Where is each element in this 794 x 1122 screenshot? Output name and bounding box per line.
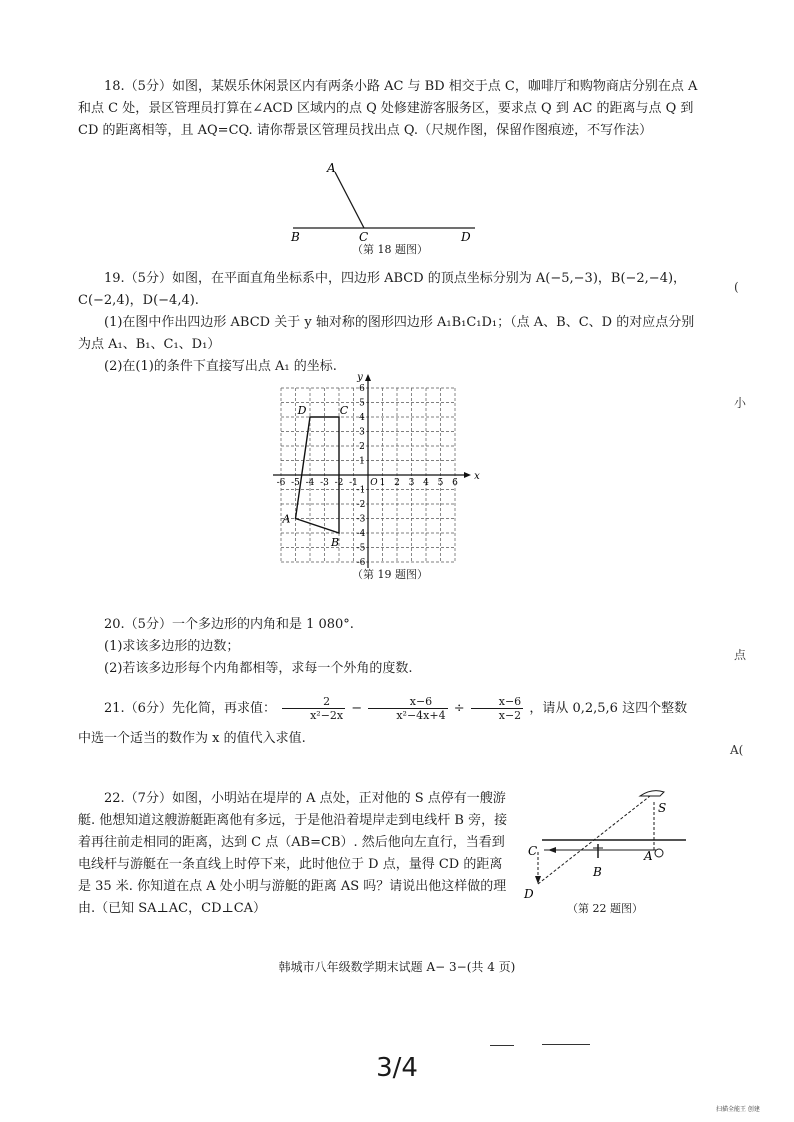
caption-19: （第 19 题图） bbox=[352, 568, 428, 581]
x-tick-label: 4 bbox=[423, 478, 429, 488]
y-tick-label: 4 bbox=[359, 413, 365, 423]
divider-long bbox=[542, 1044, 590, 1045]
vertex-label-b: B bbox=[330, 536, 340, 549]
question-19-part2: (2)在(1)的条件下直接写出点 A₁ 的坐标. bbox=[104, 359, 337, 374]
label-a22: A bbox=[644, 849, 653, 863]
y-tick-label: 5 bbox=[359, 398, 365, 409]
y-tick-label: 1 bbox=[359, 456, 365, 467]
question-18 bbox=[78, 76, 698, 142]
question-21-tail: ，请从 0,2,5,6 这四个整数中选一个适当的数作为 x 的值代入求值. bbox=[78, 701, 688, 746]
y-tick-label: -5 bbox=[356, 543, 366, 554]
y-tick-label: -4 bbox=[356, 529, 366, 539]
question-20 bbox=[78, 614, 698, 680]
coordinate-grid bbox=[270, 372, 490, 568]
x-tick-label: -2 bbox=[334, 478, 344, 488]
x-tick-label: 1 bbox=[379, 478, 386, 488]
question-20-intro: 20.（5分）一个多边形的内角和是 1 080°. bbox=[104, 617, 354, 632]
question-21-lead: 21.（6分）先化简，再求值： bbox=[104, 701, 276, 716]
page-footer: 韩城市八年级数学期末试题 A− 3−(共 4 页) bbox=[278, 960, 516, 974]
page-number: 3/4 bbox=[376, 1053, 418, 1083]
x-tick-label: -4 bbox=[305, 478, 315, 488]
vertex-label-c: C bbox=[339, 404, 349, 417]
x-tick-label: 2 bbox=[394, 478, 400, 488]
y-tick-label: 2 bbox=[359, 442, 365, 452]
y-tick-label: -1 bbox=[356, 485, 366, 496]
fraction-2: $\frac{x-6}{\text{x²−4x+4}}$ bbox=[368, 695, 447, 722]
vertex-label-d: D bbox=[297, 404, 307, 417]
question-21: 21.（6分）先化简，再求值： $\frac{2}{\text{x²−2x}}$ − $\frac{x-6}{\text{x²−4x+4}}$ ÷ $\frac{x-6}{x-2}$ ，请从 0,2,5,6 这四个整数中选一个适当的数作为 x 的值代入求值. bbox=[78, 695, 688, 746]
label-s: S bbox=[658, 801, 667, 815]
y-tick-label: 3 bbox=[359, 427, 365, 438]
x-axis-arrow bbox=[464, 472, 471, 478]
x-tick-label: 3 bbox=[408, 478, 415, 488]
label-a: A bbox=[327, 161, 336, 175]
label-b22: B bbox=[593, 865, 602, 879]
caption-18: （第 18 题图） bbox=[352, 243, 428, 256]
x-tick-label: -5 bbox=[291, 478, 300, 488]
margin-mark-4: A( bbox=[730, 743, 744, 757]
figure-22 bbox=[518, 778, 690, 902]
label-d: D bbox=[461, 230, 471, 244]
person-icon bbox=[655, 849, 663, 857]
yacht-icon bbox=[640, 791, 664, 796]
question-22 bbox=[78, 788, 508, 920]
origin-label: O bbox=[370, 478, 378, 488]
x-tick-label: -6 bbox=[276, 478, 286, 488]
y-tick-label: -3 bbox=[356, 514, 366, 525]
x-tick-label: -1 bbox=[349, 478, 358, 488]
label-d22: D bbox=[524, 887, 534, 901]
label-c: C bbox=[359, 230, 369, 244]
question-19 bbox=[78, 268, 698, 378]
y-tick-label: -6 bbox=[356, 558, 366, 568]
y-tick-label: 6 bbox=[359, 384, 365, 394]
x-tick-label: -3 bbox=[320, 478, 329, 488]
margin-mark-3: 点 bbox=[734, 648, 747, 662]
y-tick-label: -2 bbox=[356, 500, 366, 510]
margin-mark-2: 小 bbox=[734, 396, 747, 410]
y-axis-label: y bbox=[357, 372, 363, 383]
label-c22: C bbox=[528, 844, 538, 858]
scan-watermark: 扫描全能王 创建 bbox=[716, 1106, 760, 1113]
margin-mark-1: ( bbox=[734, 280, 739, 294]
question-19-part1: (1)在图中作出四边形 ABCD 关于 y 轴对称的图形四边形 A₁B₁C₁D₁；（点 A、B、C、D 的对应点分别为点 A₁、B₁、C₁、D₁） bbox=[78, 315, 695, 352]
line-ac bbox=[335, 172, 364, 228]
x-tick-label: 5 bbox=[437, 478, 444, 488]
question-18-text: 18.（5分）如图，某娱乐休闲景区内有两条小路 AC 与 BD 相交于点 C，咖啡厅和购物商店分别在点 A 和点 C 处，景区管理员打算在∠ACD 区域内的点 Q 处修建游客服务区，要求点 Q 到 AC 的距离与点 Q 到 CD 的距离相等，且 AQ=CQ. 请你帮景区管理员找出点 Q.（尺规作图，保留作图痕迹，不写作法） bbox=[78, 79, 698, 138]
vertex-label-a: A bbox=[282, 512, 291, 526]
caption-22: （第 22 题图） bbox=[567, 902, 643, 915]
question-20-part1: (1)求该多边形的边数； bbox=[104, 639, 240, 654]
question-19-intro: 19.（5分）如图，在平面直角坐标系中，四边形 ABCD 的顶点坐标分别为 A(−5,−3)，B(−2,−4)，C(−2,4)，D(−4,4). bbox=[78, 271, 687, 308]
divider-short bbox=[490, 1045, 514, 1046]
question-20-part2: (2)若该多边形每个内角都相等，求每一个外角的度数. bbox=[104, 661, 413, 676]
fraction-1: $\frac{2}{\text{x²−2x}}$ bbox=[282, 695, 345, 722]
x-tick-label: 6 bbox=[452, 478, 458, 488]
fraction-3: $\frac{x-6}{x-2}$ bbox=[471, 695, 523, 722]
label-b: B bbox=[291, 230, 300, 244]
question-22-text: 22.（7分）如图，小明站在堤岸的 A 点处，正对他的 S 点停有一艘游艇. 他想知道这艘游艇距离他有多远，于是他沿着堤岸走到电线杆 B 旁，接着再往前走相同的距离，达到 C 点（AB=CB）. 然后他向左直行，当看到电线杆与游艇在一条直线上时停下来，此时他位于 D 点，量得 CD 的距离是 35 米. 你知道在点 A 处小明与游艇的距离 AS 吗？请说出他这样做的理由.（已知 SA⊥AC，CD⊥CA） bbox=[78, 791, 508, 916]
x-axis-label: x bbox=[474, 471, 480, 482]
